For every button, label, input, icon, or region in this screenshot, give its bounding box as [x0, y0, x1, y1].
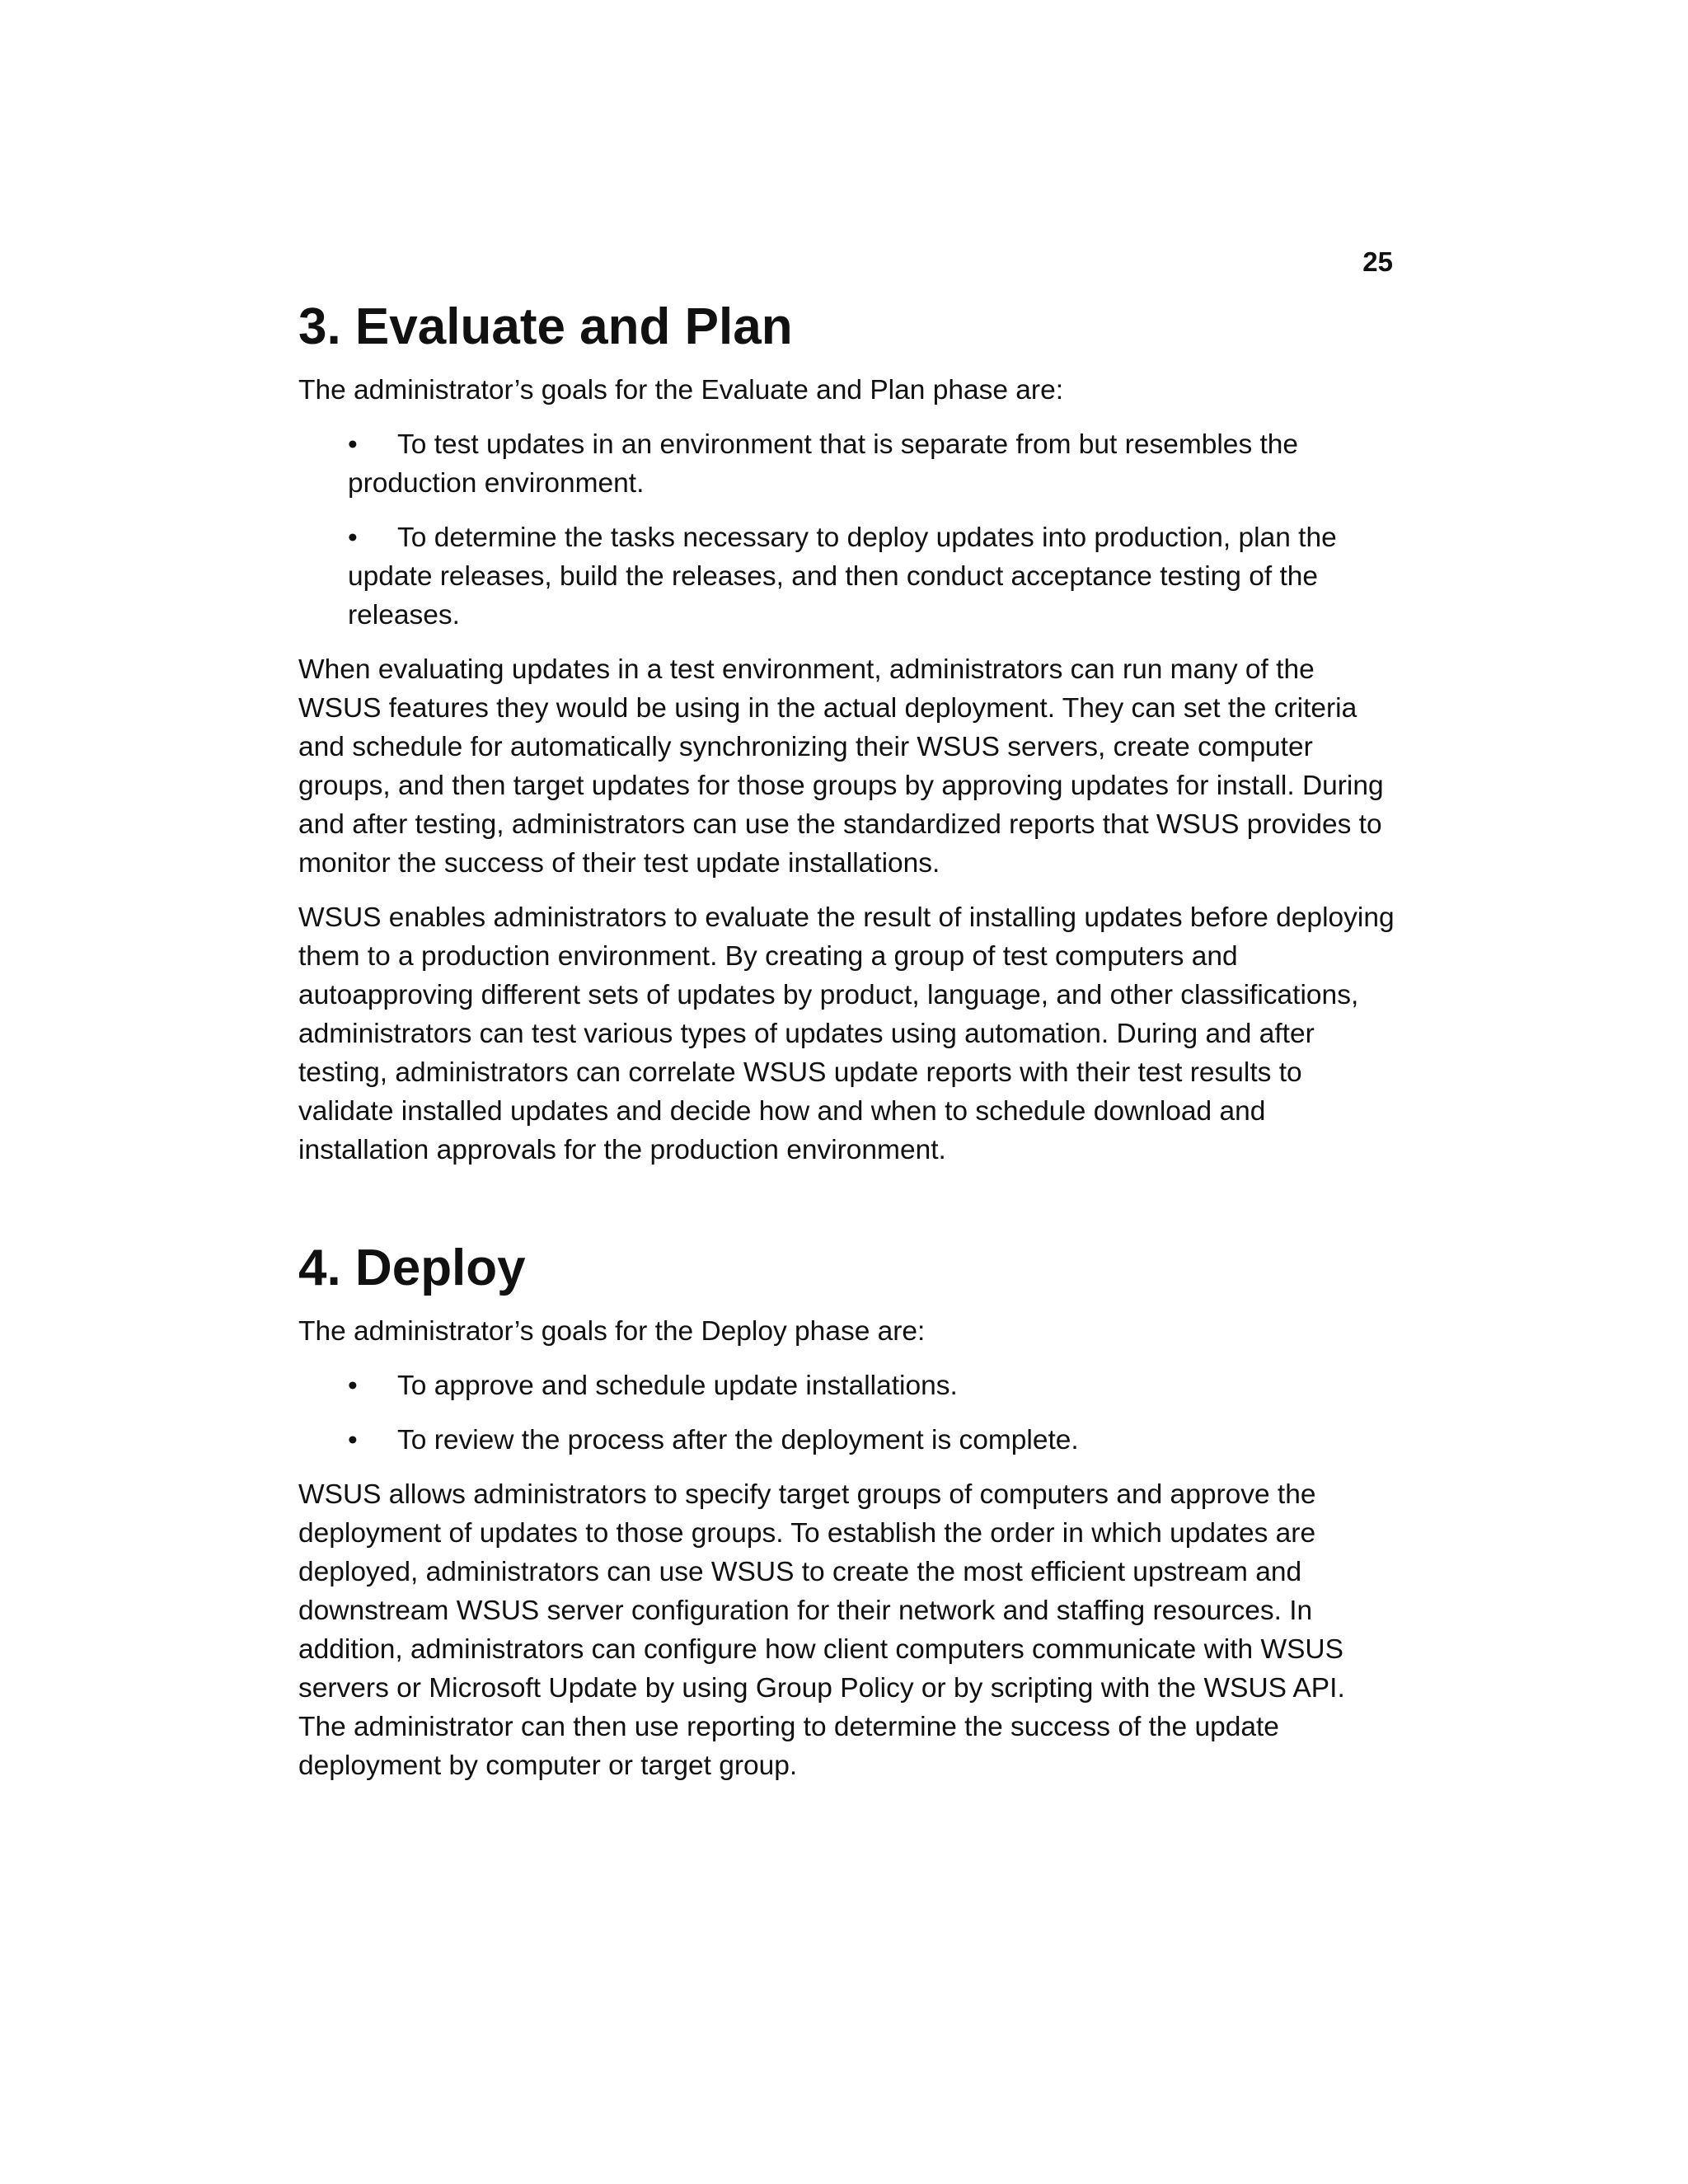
section-intro: The administrator’s goals for the Deploy phase are:: [298, 1316, 926, 1347]
bullet-icon: •: [348, 1425, 358, 1455]
bullet-icon: •: [348, 523, 358, 553]
list-item-text: To determine the tasks necessary to deploy updates into production, plan the update releases, build the releases, and then conduct acceptance testing of the releases.: [348, 523, 1337, 630]
bullet-icon: •: [348, 1371, 358, 1401]
section-deploy: [298, 1231, 1395, 1785]
list-item: [348, 1366, 1395, 1405]
body-paragraph: When evaluating updates in a test environment, administrators can run many of the WSUS features they would be using in the actual deployment. They can set the criteria and schedule for automatically synchronizing their WSUS servers, create computer groups, and then target updates for those groups by approving updates for install. During and after testing, administrators can use the standardized reports that WSUS provides to monitor the success of their test update installations.: [298, 654, 1384, 879]
document-body: [298, 290, 1395, 1801]
section-heading: 4. Deploy: [298, 1240, 526, 1296]
section-spacer: [298, 1185, 1395, 1231]
section-evaluate-and-plan: [298, 290, 1395, 1169]
bullet-icon: •: [348, 429, 358, 460]
body-paragraph: WSUS enables administrators to evaluate the result of installing updates before deploying them to a production environment. By creating a group of test computers and autoapproving different sets of updates by product, language, and other classifications, administrators can test various types of updates using automation. During and after testing, administrators can correlate WSUS update reports with their test results to validate installed updates and decide how and when to schedule download and installation approvals for the production environment.: [298, 902, 1395, 1165]
list-item-text: To approve and schedule update installations.: [397, 1371, 958, 1401]
list-item: [348, 518, 1395, 635]
goals-list: [298, 1366, 1395, 1460]
goals-list: [298, 425, 1395, 635]
section-heading: 3. Evaluate and Plan: [298, 298, 793, 355]
body-paragraph: WSUS allows administrators to specify target groups of computers and approve the deployment of updates to those groups. To establish the order in which updates are deployed, administrators can use WSUS to create the most efficient upstream and downstream WSUS server configuration for their network and staffing resources. In addition, administrators can configure how client computers communicate with WSUS servers or Microsoft Update by using Group Policy or by scripting with the WSUS API. The administrator can then use reporting to determine the success of the update deployment by computer or target group.: [298, 1479, 1345, 1781]
list-item: [348, 1421, 1395, 1460]
list-item-text: To test updates in an environment that is separate from but resembles the production environment.: [348, 429, 1299, 499]
page-number: 25: [1362, 246, 1393, 277]
list-item: [348, 425, 1395, 503]
list-item-text: To review the process after the deployment is complete.: [397, 1425, 1079, 1455]
section-intro: The administrator’s goals for the Evaluate and Plan phase are:: [298, 375, 1064, 405]
